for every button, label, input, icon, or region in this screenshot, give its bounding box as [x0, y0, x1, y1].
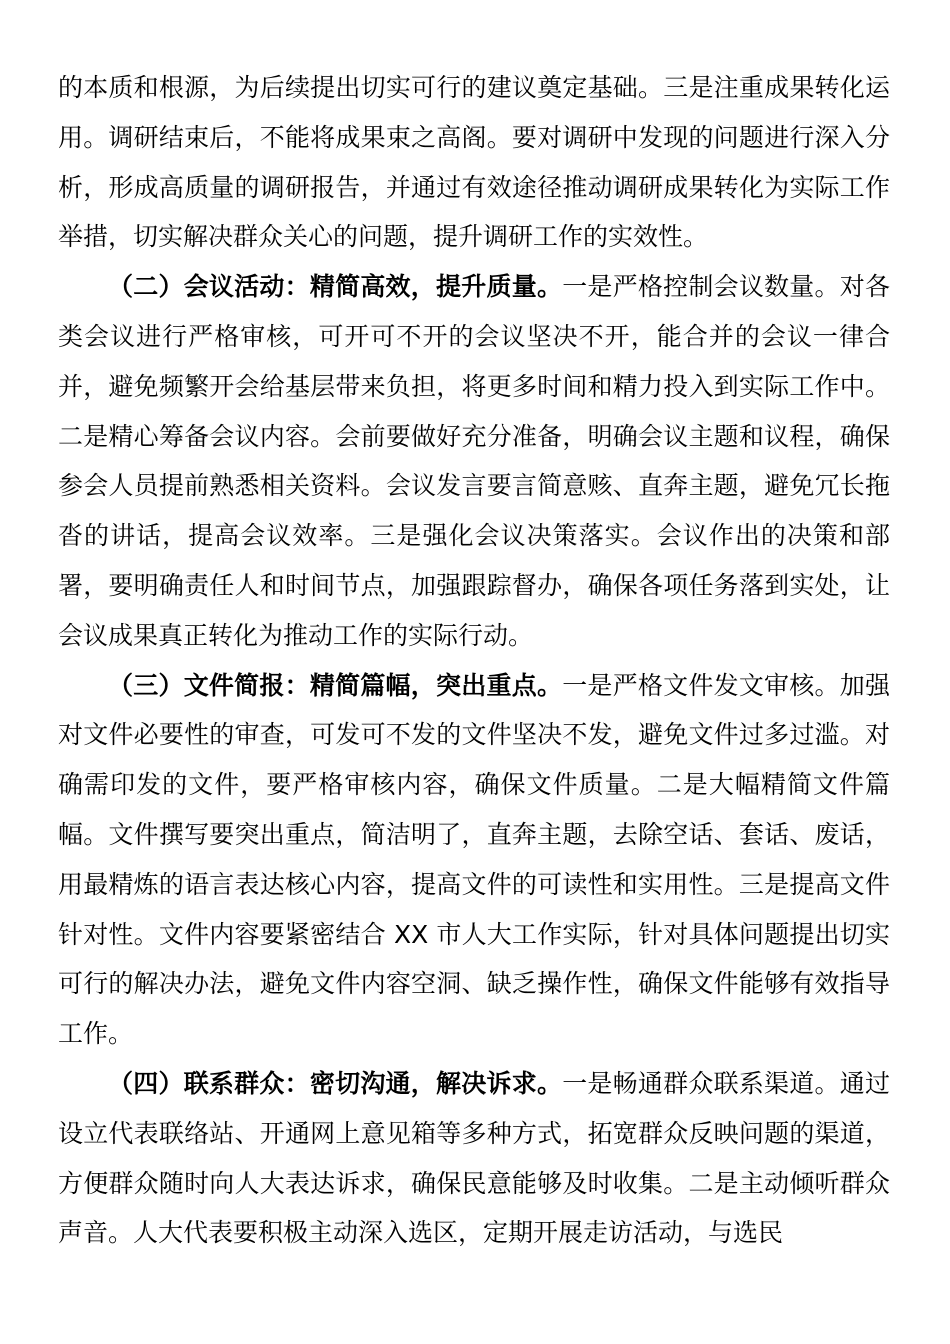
paragraph-3-text: 一是严格文件发文审核。加强对文件必要性的审查，可发可不发的文件坚决不发，避免文件过多过滥。对确需印发的文件，要严格审核内容，确保文件质量。二是大幅精简文件篇幅。文件撰写要突出重点，简洁明了，直奔主题，去除空话、套话、废话，用最精炼的语言表达核心内容，提高文件的可读性和实用性。三是提高文件针对性。文件内容要紧密结合 XX 市人大工作实际，针对具体问题提出切实可行的解决办法，避免文件内容空洞、缺乏操作性，确保文件能够有效指导工作。	[58, 670, 890, 1049]
paragraph-4-text: 一是畅通群众联系渠道。通过设立代表联络站、开通网上意见箱等多种方式，拓宽群众反映问题的渠道，方便群众随时向人大表达诉求，确保民意能够及时收集。二是主动倾听群众声音。人大代表要积极主动深入选区，定期开展走访活动，与选民	[58, 1068, 890, 1248]
section-heading-masses: （四）联系群众：密切沟通，解决诉求。	[108, 1068, 563, 1098]
paragraph-1	[58, 63, 890, 262]
paragraph-4	[58, 1059, 890, 1258]
paragraph-3	[58, 661, 890, 1059]
document-body	[58, 63, 890, 1258]
section-heading-meetings: （二）会议活动：精简高效，提升质量。	[108, 272, 563, 302]
paragraph-2	[58, 262, 890, 660]
section-heading-documents: （三）文件简报：精简篇幅，突出重点。	[108, 670, 563, 700]
paragraph-2-text: 一是严格控制会议数量。对各类会议进行严格审核，可开可不开的会议坚决不开，能合并的会议一律合并，避免频繁开会给基层带来负担，将更多时间和精力投入到实际工作中。二是精心筹备会议内容。会前要做好充分准备，明确会议主题和议程，确保参会人员提前熟悉相关资料。会议发言要言简意赅、直奔主题，避免冗长拖沓的讲话，提高会议效率。三是强化会议决策落实。会议作出的决策和部署，要明确责任人和时间节点，加强跟踪督办，确保各项任务落到实处，让会议成果真正转化为推动工作的实际行动。	[58, 272, 890, 650]
paragraph-1-text: 的本质和根源，为后续提出切实可行的建议奠定基础。三是注重成果转化运用。调研结束后，不能将成果束之高阁。要对调研中发现的问题进行深入分析，形成高质量的调研报告，并通过有效途径推动调研成果转化为实际工作举措，切实解决群众关心的问题，提升调研工作的实效性。	[58, 73, 890, 252]
